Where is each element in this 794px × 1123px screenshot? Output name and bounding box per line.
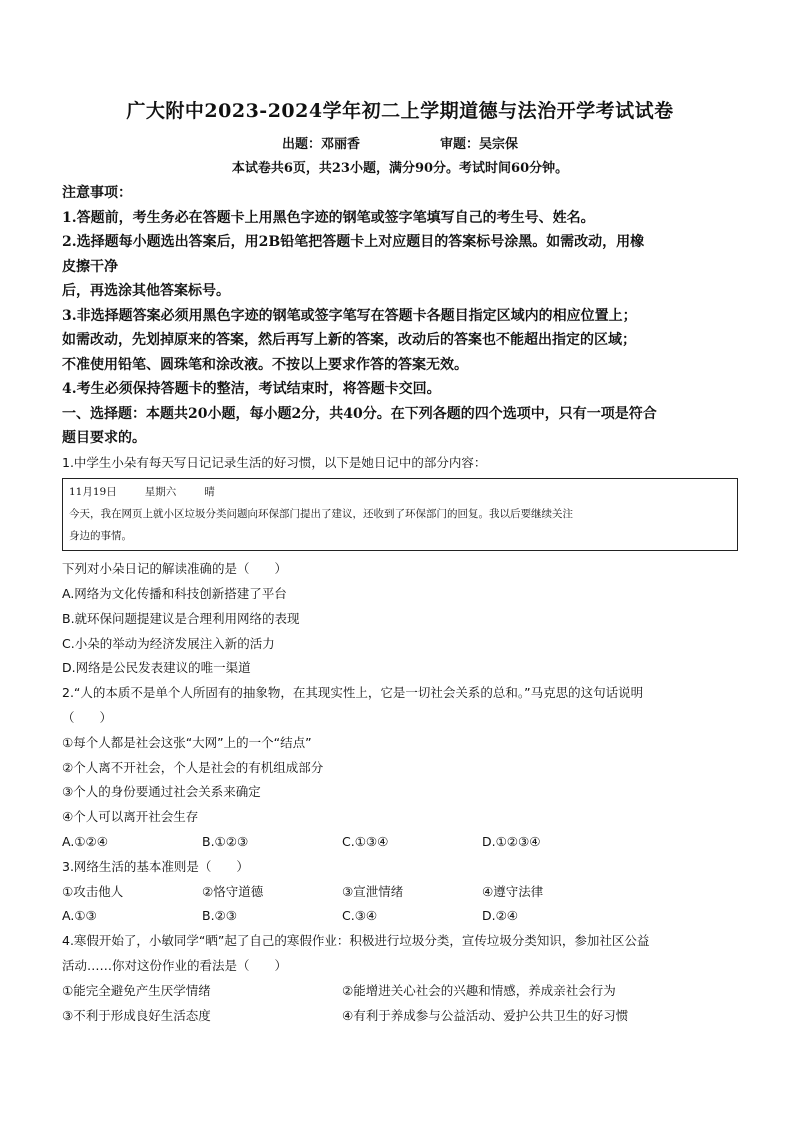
q2-stem: 2.“人的本质不是单个人所固有的抽象物，在其现实性上，它是一切社会关系的总和。”马克思的这句话说明 — [62, 685, 644, 701]
q1-question: 下列对小朵日记的解读准确的是（ ） — [62, 561, 288, 577]
diary-text: 今天，我在网页上就小区垃圾分类问题向环保部门提出了建议，还收到了环保部门的回复。我以后要继续关注 — [69, 508, 573, 521]
q2-option-a: A.①②④ — [62, 834, 108, 850]
q4-stem-cont: 活动……你对这份作业的看法是（ ） — [62, 958, 288, 974]
q3-item: ③宣泄情绪 — [342, 883, 404, 899]
q4-stem: 4.寒假开始了，小敏同学“晒”起了自己的寒假作业：积极进行垃圾分类，宣传垃圾分类知识，参加社区公益 — [62, 933, 650, 949]
q4-items-row1 — [62, 979, 738, 1004]
diary-text: 身边的事情。 — [69, 530, 132, 543]
q3-item: ②恪守道德 — [202, 883, 264, 899]
diary-weather: 晴 — [204, 486, 215, 499]
diary-box — [62, 478, 738, 551]
q4-items-row2 — [62, 1004, 738, 1029]
notice-line: 后，再选涂其他答案标号。 — [62, 283, 230, 299]
reviewer: 审题：吴宗保 — [440, 137, 519, 152]
notice-line: 1.答题前，考生务必在答题卡上用黑色字迹的钢笔或签字笔填写自己的考生号、姓名。 — [62, 209, 595, 226]
q2-option-d: D.①②③④ — [482, 834, 541, 850]
exam-info: 本试卷共6页，共23小题，满分90分。考试时间60分钟。 — [231, 161, 569, 176]
q2-item: ④个人可以离开社会生存 — [62, 809, 199, 825]
q2-item: ①每个人都是社会这张“大网”上的一个“结点” — [62, 734, 312, 750]
q1-option-a: A.网络为文化传播和科技创新搭建了平台 — [62, 586, 287, 602]
q1-stem: 1.中学生小朵有每天写日记记录生活的好习惯，以下是她日记中的部分内容： — [62, 454, 487, 470]
q1-option-b: B.就环保问题提建议是合理利用网络的表现 — [62, 610, 300, 626]
notice-line: 4.考生必须保持答题卡的整洁，考试结束时，将答题卡交回。 — [62, 381, 441, 397]
q3-stem: 3.网络生活的基本准则是（ ） — [62, 858, 249, 874]
q2-item: ③个人的身份要通过社会关系来确定 — [62, 784, 261, 800]
notice-line: 不准使用铅笔、圆珠笔和涂改液。不按以上要求作答的答案无效。 — [62, 356, 468, 373]
q2-options — [62, 830, 738, 855]
q2-stem-cont: （ ） — [62, 710, 113, 726]
q3-item: ④遵守法律 — [482, 883, 544, 899]
section-heading: 一、选择题：本题共20小题，每小题2分，共40分。在下列各题的四个选项中，只有一项是符合 — [62, 405, 657, 422]
notice-line: 皮擦干净 — [62, 258, 118, 275]
q2-item: ②个人离不开社会，个人是社会的有机组成部分 — [62, 759, 324, 775]
notice-line: 2.选择题每小题选出答案后，用2B铅笔把答题卡上对应题目的答案标号涂黑。如需改动，用橡 — [62, 234, 645, 250]
q3-options — [62, 904, 738, 929]
q3-option-c: C.③④ — [342, 908, 378, 924]
section-heading-cont: 题目要求的。 — [62, 430, 146, 446]
exam-title: 广大附中2023-2024学年初二上学期道德与法治开学考试试卷 — [126, 100, 674, 122]
q3-option-b: B.②③ — [202, 908, 237, 924]
q2-option-b: B.①②③ — [202, 834, 249, 850]
q4-item: ①能完全避免产生厌学情绪 — [62, 982, 211, 998]
q4-item: ②能增进关心社会的兴趣和情感，养成亲社会行为 — [342, 982, 616, 998]
q1-option-c: C.小朵的举动为经济发展注入新的活力 — [62, 635, 275, 651]
notice-line: 3.非选择题答案必须用黑色字迹的钢笔或签字笔写在答题卡各题目指定区域内的相应位置上； — [62, 307, 637, 324]
q3-item: ①攻击他人 — [62, 883, 124, 899]
diary-weekday: 星期六 — [144, 486, 177, 499]
authors-line — [62, 133, 738, 157]
q4-item: ④有利于养成参与公益活动、爱护公共卫生的好习惯 — [342, 1007, 629, 1023]
q3-option-d: D.②④ — [482, 908, 519, 924]
exam-page — [62, 96, 738, 1028]
diary-date-line — [69, 481, 731, 503]
q3-items — [62, 880, 738, 905]
setter: 出题：邓丽香 — [281, 137, 360, 152]
notice-line: 如需改动，先划掉原来的答案，然后再写上新的答案，改动后的答案也不能超出指定的区域； — [62, 332, 636, 348]
q3-option-a: A.①③ — [62, 908, 97, 924]
diary-date: 11月19日 — [69, 486, 117, 499]
notice-heading: 注意事项： — [62, 185, 132, 201]
q2-option-c: C.①③④ — [342, 834, 389, 850]
q1-option-d: D.网络是公民发表建议的唯一渠道 — [62, 660, 251, 676]
q4-item: ③不利于形成良好生活态度 — [62, 1007, 211, 1023]
